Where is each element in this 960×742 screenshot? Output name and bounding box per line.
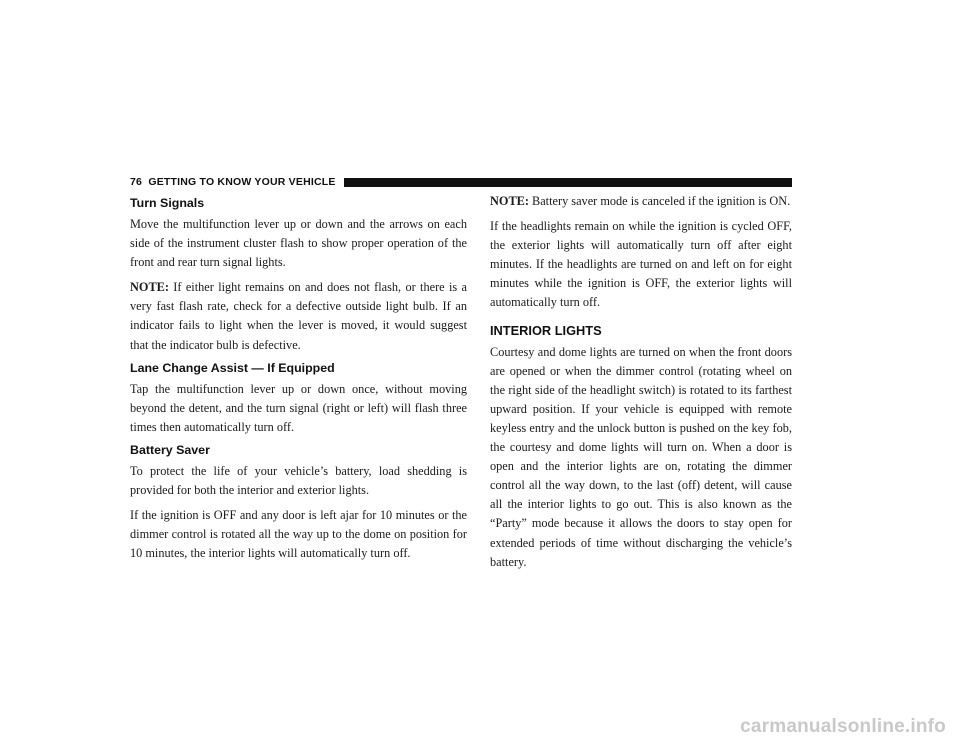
battery-saver-note: [490, 192, 792, 211]
watermark: carmanualsonline.info: [740, 716, 946, 737]
interior-lights-heading: INTERIOR LIGHTS: [490, 322, 602, 338]
note-text: If either light remains on and does not flash, or there is a very fast flash rate, check for a defective outside light bulb. If an indicator fails to light when the lever is moved, it would suggest that the indicator bulb is defective.: [130, 280, 467, 352]
note-text: Battery saver mode is canceled if the ignition is ON.: [528, 194, 791, 208]
interior-lights-paragraph: Courtesy and dome lights are turned on when the front doors are opened or when the dimmer control (rotating wheel on the right side of the headlight switch) is rotated to its farthest upward position. If your vehicle is equipped with remote keyless entry and the unlock button is pushed on the key fob, the courtesy and dome lights will turn on. When a door is open and the interior lights are on, rotating the dimmer control all the way down, to the last (off) detent, will cause all the interior lights to go out. This is also known as the “Party” mode because it allows the doors to stay open for extended periods of time without discharging the vehicle’s battery.: [490, 344, 792, 569]
header-rule: [344, 178, 792, 187]
turn-signals-paragraph: Move the multifunction lever up or down and the arrows on each side of the instrument cluster flash to show proper operation of the front and rear turn signal lights.: [130, 217, 467, 270]
note-label: NOTE:: [490, 194, 529, 208]
note-label: NOTE:: [130, 280, 169, 295]
page-header: [130, 174, 792, 190]
turn-signals-note: [130, 278, 467, 354]
battery-saver-paragraph-2: If the ignition is OFF and any door is left ajar for 10 minutes or the dimmer control is rotated all the way up to the dome on position for 10 minutes, the interior lights will automatically turn off.: [130, 508, 467, 561]
turn-signals-heading: Turn Signals: [130, 196, 205, 210]
lane-change-heading: Lane Change Assist — If Equipped: [130, 360, 335, 375]
right-column: [490, 192, 792, 578]
battery-saver-heading: Battery Saver: [130, 442, 210, 457]
page-header-text: [130, 176, 336, 188]
section-title: GETTING TO KNOW YOUR VEHICLE: [148, 176, 336, 188]
page-number: 76: [130, 176, 143, 188]
battery-saver-paragraph-1: To protect the life of your vehicle’s battery, load shedding is provided for both the interior and exterior lights.: [130, 463, 467, 498]
left-column: [130, 192, 467, 569]
headlights-paragraph: If the headlights remain on while the ignition is cycled OFF, the exterior lights will automatically turn off after eight minutes. If the headlights are turned on and left on for eight minutes while the ignition is OFF, the exterior lights will automatically turn off.: [490, 219, 792, 310]
lane-change-paragraph: Tap the multifunction lever up or down once, without moving beyond the detent, and the turn signal (right or left) will flash three times then automatically turn off.: [130, 381, 467, 434]
